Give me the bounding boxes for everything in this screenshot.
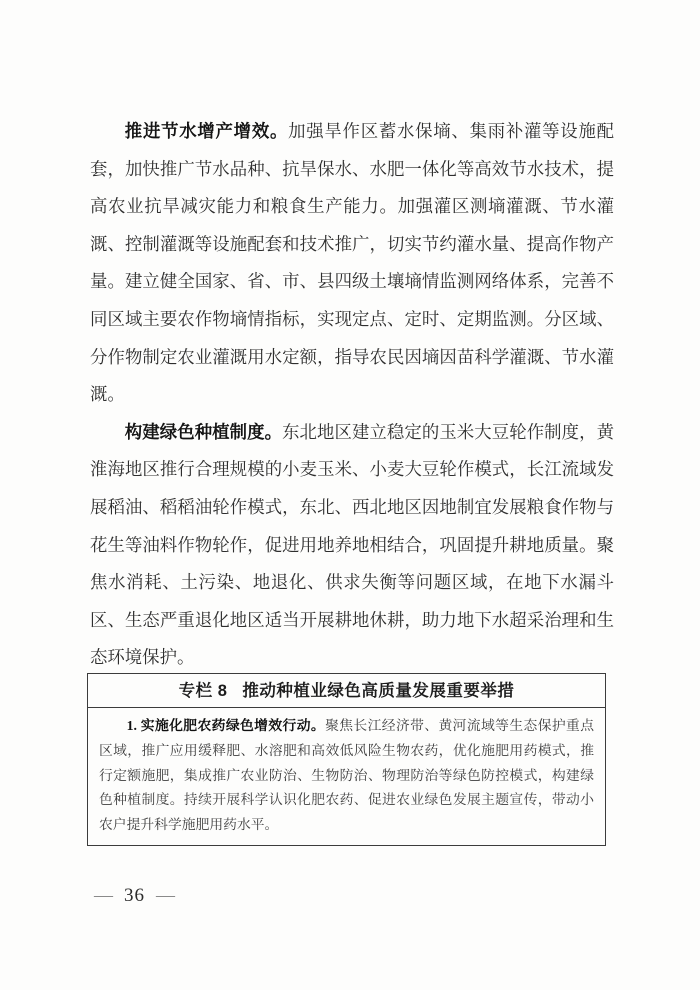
- paragraph-green-planting: [90, 414, 614, 677]
- paragraph-lead: 构建绿色种植制度。: [124, 421, 283, 442]
- page-number: 36: [124, 885, 145, 906]
- callout-body: [88, 708, 605, 845]
- callout-header: [88, 674, 605, 708]
- callout-box-column8: [87, 673, 606, 846]
- paragraph-text: 东北地区建立稳定的玉米大豆轮作制度，黄淮海地区推行合理规模的小麦玉米、小麦大豆轮作模式，长江流域发展稻油、稻稻油轮作模式，东北、西北地区因地制宜发展粮食作物与花生等油料作物轮作，促进用地养地相结合，巩固提升耕地质量。聚焦水消耗、土污染、地退化、供求失衡等问题区域，在地下水漏斗区、生态严重退化地区适当开展耕地休耕，助力地下水超采治理和生态环境保护。: [90, 421, 614, 668]
- callout-item-text: 聚焦长江经济带、黄河流域等生态保护重点区域，推广应用缓释肥、水溶肥和高效低风险生物农药，优化施肥用药模式，推行定额施肥，集成推广农业防治、生物防治、物理防治等绿色防控模式，构建绿色种植制度。持续开展科学认识化肥农药、促进农业绿色发展主题宣传，带动小农户提升科学施肥用药水平。: [99, 718, 595, 833]
- callout-label: 专栏 8: [178, 682, 228, 700]
- footer-dash-left: —: [94, 885, 113, 906]
- paragraph-text: 加强旱作区蓄水保墒、集雨补灌等设施配套，加快推广节水品种、抗旱保水、水肥一体化等高效节水技术，提高农业抗旱减灾能力和粮食生产能力。加强灌区测墒灌溉、节水灌溉、控制灌溉等设施配套和技术推广，切实节约灌水量、提高作物产量。建立健全国家、省、市、县四级土壤墒情监测网络体系，完善不同区域主要农作物墒情指标，实现定点、定时、定期监测。分区域、分作物制定农业灌溉用水定额，指导农民因墒因苗科学灌溉、节水灌溉。: [90, 121, 614, 405]
- paragraph-water-saving: [90, 113, 614, 414]
- footer-dash-right: —: [156, 885, 175, 906]
- callout-item: [99, 714, 594, 838]
- page-footer: [94, 882, 175, 910]
- page-body-text: [90, 113, 614, 677]
- paragraph-lead: 推进节水增产增效。: [124, 121, 289, 141]
- callout-title: 推动种植业绿色高质量发展重要举措: [242, 682, 515, 700]
- callout-item-lead: 1. 实施化肥农药绿色增效行动。: [126, 718, 326, 733]
